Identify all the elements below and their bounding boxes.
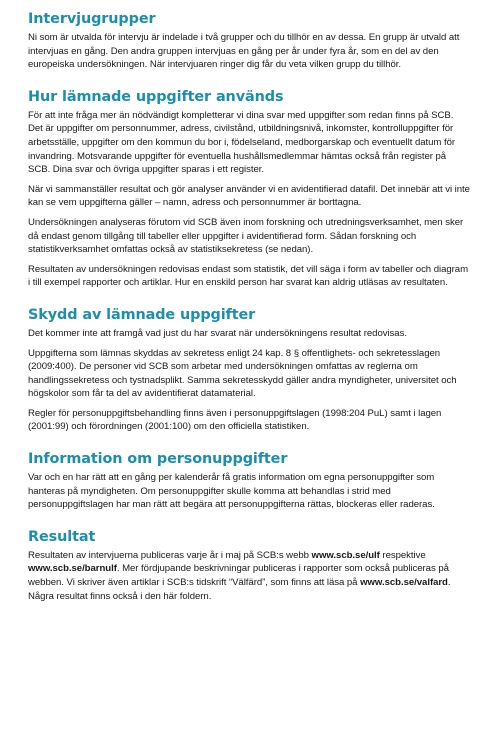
section-heading: Information om personuppgifter xyxy=(28,451,288,468)
text-run: Det kommer inte att framgå vad just du har svarat när undersökningens resultat redovisas. xyxy=(28,327,407,339)
text-run: Var och en har rätt att en gång per kalenderår få gratis information om egna personuppgifter som hanteras på myndigheten. Om personuppgifter skulle komma att behandlas i strid med personuppgiftslagen har man rätt att begära att personuppgifterna rättas, blockeras eller raderas. xyxy=(28,472,435,511)
text-run: . Några resultat finns också i den här foldern. xyxy=(28,577,451,602)
paragraph xyxy=(28,549,470,603)
section-heading: Hur lämnade uppgifter används xyxy=(28,88,284,105)
url-text: www.scb.se/barnulf xyxy=(28,563,117,575)
paragraph xyxy=(28,327,470,341)
url-text: www.scb.se/valfard xyxy=(360,577,448,589)
section-heading: Intervjugrupper xyxy=(28,11,156,27)
text-run: Resultaten av intervjuerna publiceras varje år i maj på SCB:s webb xyxy=(28,549,312,561)
paragraph xyxy=(28,31,470,72)
section-heading: Resultat xyxy=(28,528,96,545)
url-text: www.scb.se/ulf xyxy=(311,549,380,561)
text-run: För att inte fråga mer än nödvändigt kompletterar vi dina svar med uppgifter som redan finns på SCB. Det är uppgifter om personnummer, adress, civilstånd, utbildningsnivå, inkomster, kontrolluppgifter för arbetsställe, uppgifter om den kommun du bor i, födelseland, medborgarskap och eventuellt datum för invandring. Motsvarande uppgifter för eventuella hushållsmedlemmar hämtas också från register på SCB. Dina svar och övriga uppgifter sparas i ett register. xyxy=(28,109,456,176)
paragraph xyxy=(28,263,470,290)
text-run: Regler för personuppgiftsbehandling finns även i personuppgiftslagen (1998:204 PuL) samt i lagen (2001:99) och förordningen (2001:100) om den officiella statistiken. xyxy=(28,407,442,433)
text-run: Undersökningen analyseras förutom vid SCB även inom forskning och utredningsverksamhet, men sker då endast genom tillgång till tabeller eller uppgifter i avidentifierad form. Sådan forskning och statistikverksamhet omfattas också av statistiksekretess (se nedan). xyxy=(28,216,464,256)
paragraph xyxy=(28,216,470,257)
section-2 xyxy=(28,306,470,434)
section-heading: Skydd av lämnade uppgifter xyxy=(28,306,256,323)
document-body xyxy=(28,10,470,603)
text-run: Ni som är utvalda för intervju är indelade i två grupper och du tillhör en av dessa. En grupp är utvald att intervjuas en gång. Den andra gruppen intervjuas en gång per år under fyra år, som en del av den europeiska undersökningen. När intervjuaren ringer dig får du veta vilken grupp du tillhör. xyxy=(28,32,460,71)
paragraph xyxy=(28,407,470,434)
section-4 xyxy=(28,528,470,603)
section-1 xyxy=(28,88,470,290)
section-0 xyxy=(28,10,470,72)
text-run: När vi sammanställer resultat och gör analyser använder vi en avidentifierad datafil. Det innebär att vi inte kan se vem uppgifterna gäller – namn, adress och personnummer är borttagna. xyxy=(28,183,470,209)
section-3 xyxy=(28,450,470,512)
paragraph xyxy=(28,471,470,512)
text-run: Resultaten av undersökningen redovisas endast som statistik, det vill säga i form av tabeller och diagram i till exempel rapporter och artiklar. Hur en enskild person har svarat kan aldrig utläsas av resultaten. xyxy=(28,263,469,289)
text-run: respektive xyxy=(379,549,426,561)
paragraph xyxy=(28,183,470,210)
paragraph xyxy=(28,109,470,177)
text-run: Uppgifterna som lämnas skyddas av sekretess enligt 24 kap. 8 § offentlighets- och sekretesslagen (2009:400). De personer vid SCB som arbetar med undersökningen omfattas av reglerna om handlingssekretess och tystnadsplikt. Samma sekretesskydd gäller andra myndigheter, universitet och högskolor som får ta del av avidentifierat datamaterial. xyxy=(28,347,457,400)
paragraph xyxy=(28,347,470,401)
text-run: . Mer fördjupande beskrivningar publiceras i rapporter som också publiceras på webben. Vi skriver även artiklar i SCB:s tidskrift “Välfärd”, som finns att läsa på xyxy=(28,563,449,589)
